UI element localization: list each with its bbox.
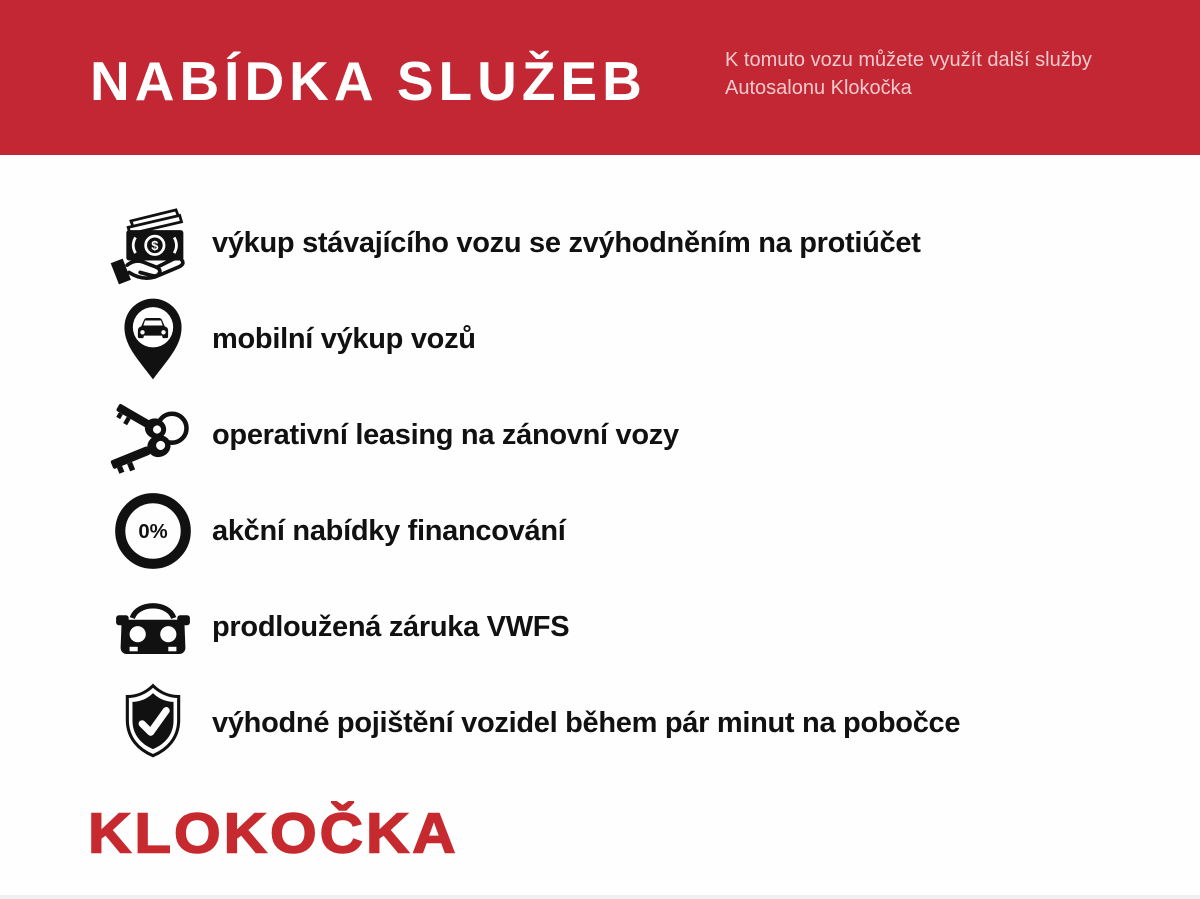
svg-text:0%: 0% xyxy=(138,521,168,544)
page-title: NABÍDKA SLUŽEB xyxy=(90,49,647,112)
shield-check-icon xyxy=(100,675,206,771)
service-label: mobilní výkup vozů xyxy=(212,322,476,355)
service-label: výhodné pojištění vozidel během pár minut na pobočce xyxy=(212,706,961,739)
car-front-icon xyxy=(100,579,206,675)
service-label: prodloužená záruka VWFS xyxy=(212,610,570,643)
service-label: výkup stávajícího vozu se zvýhodněním na protiúčet xyxy=(212,226,921,259)
bottom-edge-strip xyxy=(0,895,1200,899)
list-item xyxy=(100,579,1140,675)
klokocka-logo: KLOKOČKA xyxy=(88,800,459,865)
zero-percent-icon xyxy=(100,483,206,579)
cash-in-hand-icon xyxy=(100,195,206,291)
list-item xyxy=(100,291,1140,387)
list-item xyxy=(100,675,1140,771)
list-item xyxy=(100,483,1140,579)
header-note: K tomuto vozu můžete využít další služby Autosalonu Klokočka xyxy=(725,49,1092,99)
car-keys-icon xyxy=(100,387,206,483)
service-label: akční nabídky financování xyxy=(212,514,566,547)
service-label: operativní leasing na zánovní vozy xyxy=(212,418,679,451)
list-item xyxy=(100,387,1140,483)
map-pin-car-icon xyxy=(100,291,206,387)
list-item xyxy=(100,195,1140,291)
header-banner xyxy=(0,0,1200,155)
svg-text:$: $ xyxy=(151,237,159,253)
services-list xyxy=(100,195,1140,771)
